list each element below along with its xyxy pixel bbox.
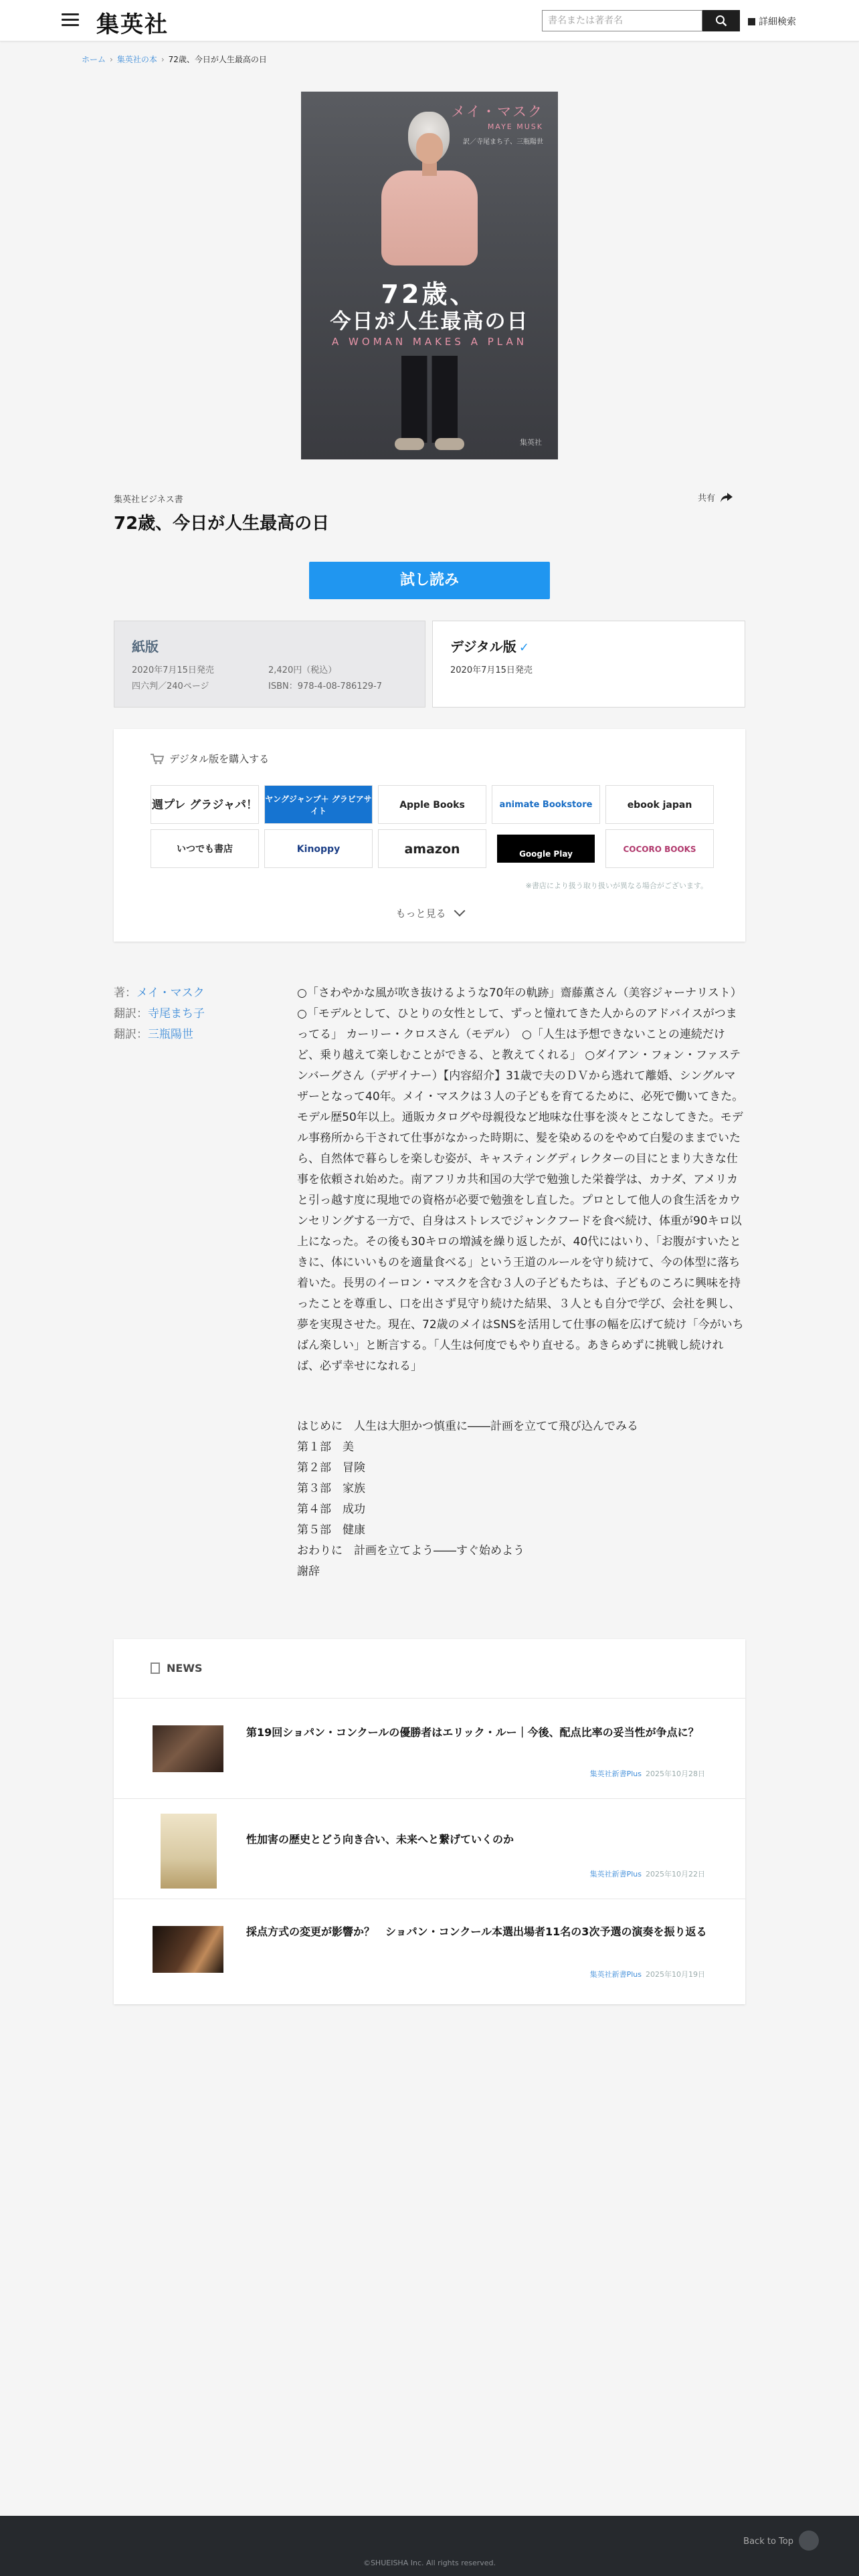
show-more-button[interactable]: [114, 906, 745, 920]
advanced-search-link[interactable]: [748, 15, 796, 28]
toc-item: 第２部 冒険: [297, 1461, 365, 1475]
news-date: 2025年10月19日: [646, 1970, 705, 1979]
share-label: 共有: [698, 494, 716, 504]
table-of-contents: [297, 1416, 745, 1582]
cover-author-en: MAYE MUSK: [487, 122, 543, 131]
toc-item: おわりに 計画を立てよう――すぐ始めよう: [297, 1544, 524, 1558]
store-amazon[interactable]: amazon: [378, 829, 486, 868]
news-source: 集英社新書Plus: [589, 1970, 642, 1979]
site-logo[interactable]: 集英社: [96, 11, 169, 38]
paper-edition-title: 紙版: [132, 639, 159, 655]
search-icon: [715, 15, 727, 27]
square-icon: [748, 18, 755, 25]
back-to-top-label: Back to Top: [743, 2537, 793, 2547]
chevron-down-icon: [454, 905, 465, 917]
digital-edition-card[interactable]: [432, 621, 745, 708]
digital-edition-label: デジタル版: [450, 639, 516, 655]
cover-figure-shoe: [395, 438, 424, 450]
news-date: 2025年10月22日: [646, 1870, 705, 1879]
cover-figure-sweater: [381, 171, 478, 265]
paper-release: 2020年7月15日発売: [132, 665, 214, 675]
purchase-heading: [151, 752, 269, 766]
digital-release: 2020年7月15日発売: [450, 665, 533, 675]
credit-translator-prefix: 翻訳：: [114, 1028, 148, 1041]
news-meta: [590, 1768, 705, 1779]
news-heading: [151, 1662, 203, 1675]
toc-item: 第３部 家族: [297, 1482, 365, 1495]
cover-publisher: 集英社: [520, 438, 542, 447]
toc-item: 第５部 健康: [297, 1523, 365, 1537]
credit-translator-prefix: 翻訳：: [114, 1007, 148, 1021]
site-footer: [0, 2516, 859, 2576]
store-grajapa[interactable]: 週プレ グラジャパ！: [151, 785, 259, 824]
store-cocoro-books[interactable]: COCORO BOOKS: [605, 829, 714, 868]
cover-subtitle: A WOMAN MAKES A PLAN: [332, 336, 527, 348]
search-input[interactable]: 書名または著者名: [542, 10, 702, 31]
credits: [114, 983, 205, 1045]
back-to-top-button[interactable]: [743, 2531, 819, 2551]
paper-isbn: ISBN：978-4-08-786129-7: [268, 681, 383, 691]
breadcrumb: [82, 53, 267, 65]
translator-link[interactable]: 寺尾まち子: [148, 1007, 205, 1021]
toc-item: 第１部 美: [297, 1440, 354, 1454]
cover-title-line1: 72歳、: [381, 280, 478, 309]
credit-author-prefix: 著：: [114, 986, 136, 1000]
advanced-search-label: 詳細検索: [759, 17, 796, 27]
store-ebookjapan[interactable]: ebook japan: [605, 785, 714, 824]
toc-item: 第４部 成功: [297, 1503, 365, 1516]
news-meta: [590, 1969, 705, 1979]
credit-translator: [114, 1004, 205, 1025]
store-kinoppy[interactable]: Kinoppy: [264, 829, 373, 868]
copyright: ©SHUEISHA Inc. All rights reserved.: [363, 2559, 496, 2567]
show-more-label: もっと見る: [395, 907, 446, 920]
news-item[interactable]: [114, 1899, 745, 2004]
news-thumbnail: [153, 1926, 223, 1973]
breadcrumb-current: 72歳、今日が人生最高の日: [168, 55, 267, 64]
news-thumbnail: [153, 1725, 223, 1772]
cover-title-line2: 今日が人生最高の日: [330, 310, 529, 334]
paper-format: 四六判／240ページ: [132, 681, 209, 691]
book-label: 集英社ビジネス書: [114, 495, 183, 505]
store-note: ※書店により扱う取り扱いが異なる場合がございます。: [525, 881, 708, 890]
news-item[interactable]: [114, 1698, 745, 1798]
book-description: ○「さわやかな風が吹き抜けるような70年の軌跡」齋藤薫さん（美容ジャーナリスト） ○「モデルとして、ひとりの女性として、ずっと憧れてきた人からのアドバイスがつまってる」 カーリー・クロスさん（モデル） ○「人生は予想できないことの連続だけど、乗り越えて楽しむことができる、と教えてくれる」 ○ダイアン・フォン・ファステンバーグさん（デザイナー）【内容紹介】31歳で夫のＤＶから逃れて離婚、シングルマザーとなって40年。メイ・マスクは３人の子どもを育てるために、必死で働いてきた。モデル歴50年以上。通販カタログや母親役など地味な仕事を淡々とこなしてきた。モデル事務所から干されて仕事がなかった時期に、髪を染めるのをやめて白髪のままでいたら、自然体で暮らしを楽しむ姿が、キャスティングディレクターの目にとまり大きな仕事を依頼され始めた。南アフリカ共和国の大学で勉強した栄養学は、カナダ、アメリカと引っ越す度に現地での資格が必要で勉強をし直した。プロとして他人の食生活をカウンセリングする一方で、自身はストレスでジャンクフードを食べ続け、体重が90キロ以上になった。その後も30キロの増減を繰り返したが、40代にはいり、「お腹がすいたときに、体にいいものを適量食べる」という王道のルールを守り続けて、今の体型に落ち着いた。長男のイーロン・マスクを含む３人の子どもたちは、子どものころに興味を持ったことを尊重し、口を出さず見守り続けた結果、３人とも自分で学び、会社を興し、夢を実現させた。現在、72歳のメイはSNSを活用して仕事の幅を広げて続け「今がいちばん楽しい」と断言する。「人生は何度でもやり直せる。あきらめずに挑戦し続ければ、必ず幸せになれる」: [297, 986, 748, 1373]
breadcrumb-home[interactable]: ホーム: [82, 55, 106, 64]
try-read-button[interactable]: 試し読み: [309, 562, 550, 599]
digital-edition-title: [450, 636, 529, 655]
toc-item: はじめに 人生は大胆かつ慎重に――計画を立てて飛び込んでみる: [297, 1420, 638, 1433]
cover-translators: 訳／寺尾まち子、三瓶陽世: [463, 138, 543, 146]
news-heading-label: NEWS: [167, 1662, 203, 1675]
check-icon: ✓: [518, 641, 529, 655]
chevron-right-icon: ›: [110, 55, 113, 64]
translator-link[interactable]: 三瓶陽世: [148, 1028, 193, 1041]
news-thumbnail: [161, 1814, 217, 1889]
news-title: 第19回ショパン・コンクールの優勝者はエリック・ルー｜今後、配点比率の妥当性が争点に？: [246, 1726, 699, 1739]
site-header: [0, 0, 859, 41]
purchase-heading-label: デジタル版を購入する: [169, 753, 270, 765]
news-source: 集英社新書Plus: [589, 1870, 642, 1879]
page-title: 72歳、今日が人生最高の日: [114, 514, 330, 534]
news-item[interactable]: [114, 1798, 745, 1899]
news-source: 集英社新書Plus: [589, 1769, 642, 1778]
cover-figure-shoe: [435, 438, 464, 450]
breadcrumb-books[interactable]: 集英社の本: [116, 55, 157, 64]
credit-author: [114, 983, 205, 1004]
cover-figure-face: [416, 133, 443, 164]
store-animate[interactable]: animate Bookstore: [492, 785, 600, 824]
news-panel: [114, 1639, 745, 2004]
credit-translator: [114, 1025, 205, 1045]
news-title: 性加害の歴史とどう向き合い、未来へと繋げていくのか: [246, 1833, 514, 1846]
cover-author-jp: メイ・マスク: [451, 104, 543, 120]
news-title: 採点方式の変更が影響か？ ショパン・コンクール本選出場者11名の3次予選の演奏を振り返る: [246, 1925, 707, 1938]
menu-icon[interactable]: [62, 13, 79, 27]
arrow-up-icon: [799, 2531, 819, 2551]
store-yj-plus[interactable]: ヤングジャンプ＋ グラビアサイト: [264, 785, 373, 824]
store-itsudemo[interactable]: いつでも書店: [151, 829, 259, 868]
share-button[interactable]: [698, 491, 733, 504]
cover-figure-legs: [401, 356, 458, 443]
author-link[interactable]: メイ・マスク: [136, 986, 205, 1000]
news-date: 2025年10月28日: [646, 1769, 705, 1778]
store-apple-books[interactable]: Apple Books: [378, 785, 486, 824]
cart-icon: [151, 754, 164, 764]
news-meta: [590, 1868, 705, 1879]
search-button[interactable]: [702, 10, 740, 31]
store-google-play[interactable]: Google Play: [492, 829, 600, 868]
document-icon: [151, 1662, 160, 1674]
book-cover: [301, 92, 558, 459]
paper-price: 2,420円（税込）: [268, 665, 337, 675]
chevron-right-icon: ›: [161, 55, 165, 64]
digital-purchase-panel: [114, 729, 745, 942]
paper-edition-card[interactable]: [114, 621, 425, 708]
share-icon: [721, 493, 733, 502]
toc-item: 謝辞: [297, 1565, 320, 1578]
